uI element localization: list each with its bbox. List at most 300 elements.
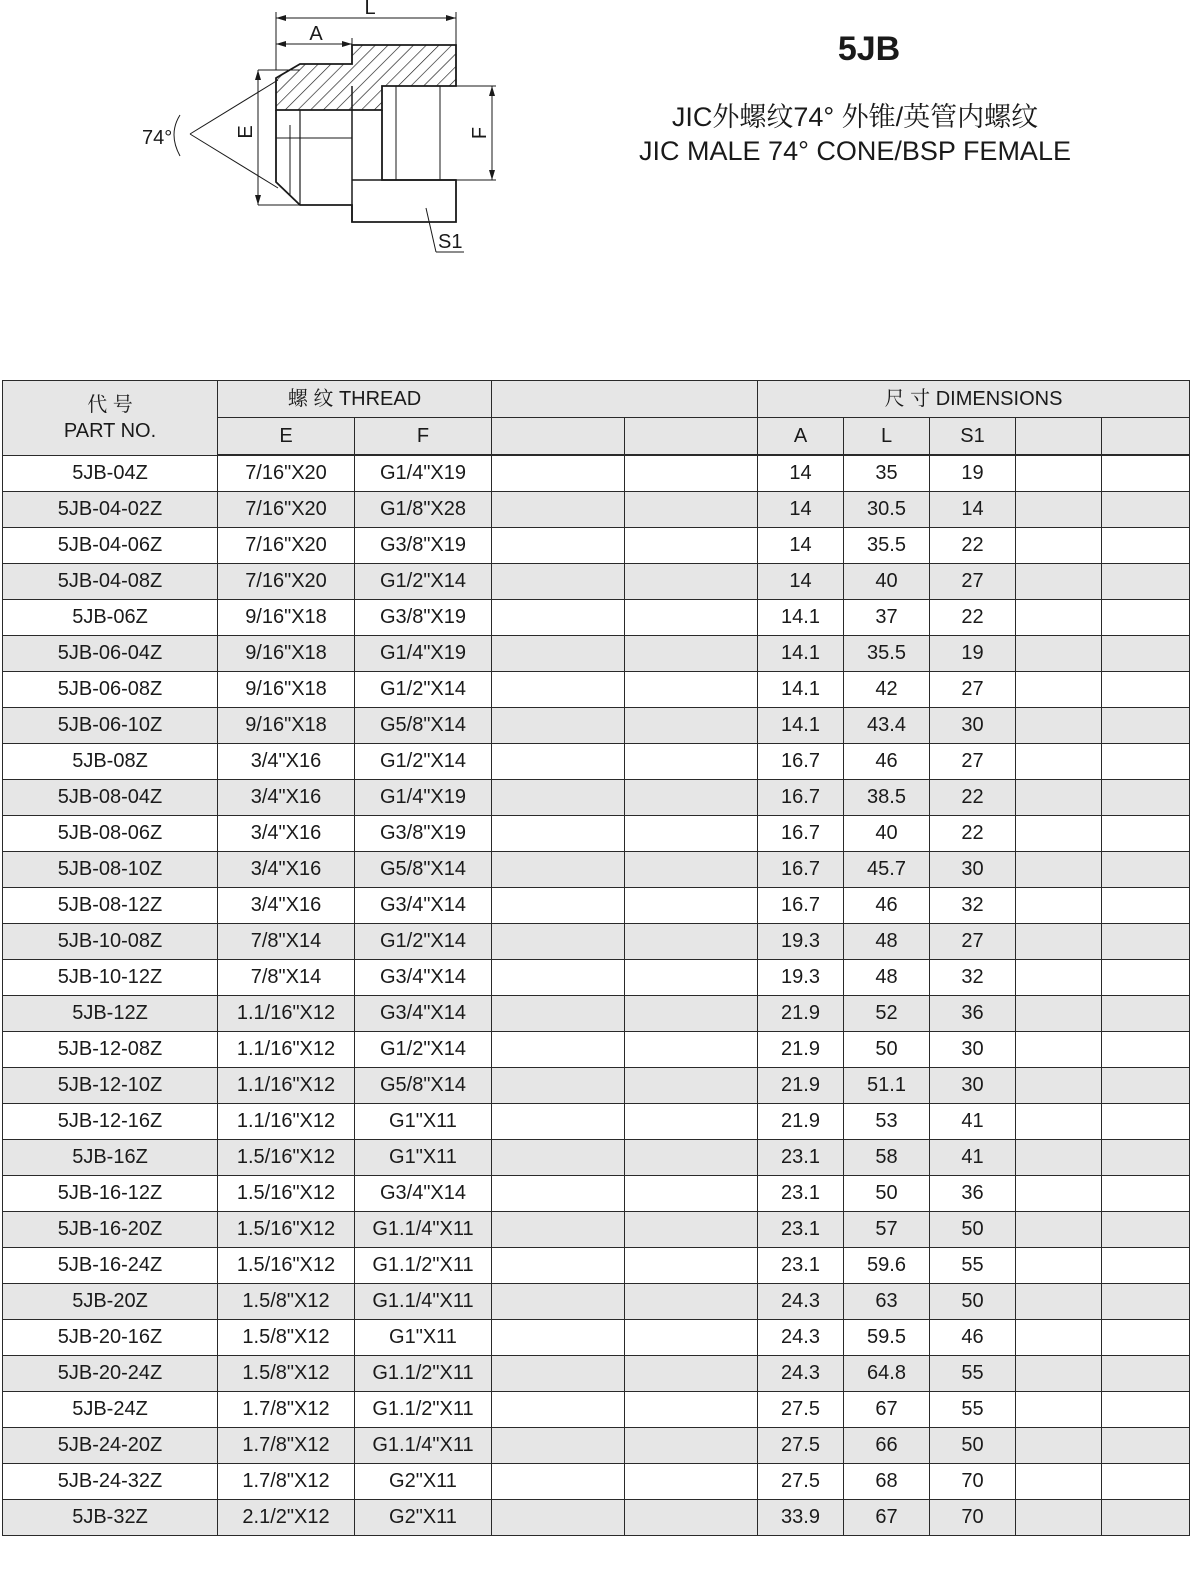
blank-cell [1102,1176,1190,1212]
dim-l-cell: 50 [844,1176,930,1212]
blank-cell [1102,888,1190,924]
table-row [3,1068,1190,1104]
part-no-cell: 5JB-04-02Z [3,492,218,528]
blank-cell [1102,1428,1190,1464]
table-header-row-1 [3,381,1190,418]
dim-s1-cell: 55 [930,1356,1016,1392]
dim-s1-cell: 30 [930,1032,1016,1068]
table-row [3,960,1190,996]
thread-f-cell: G1.1/4"X11 [355,1284,492,1320]
part-no-cell: 5JB-20Z [3,1284,218,1320]
thread-e-cell: 1.1/16"X12 [218,1104,355,1140]
dim-s1-cell: 36 [930,996,1016,1032]
blank-cell [1016,1248,1102,1284]
dim-s1-cell: 14 [930,492,1016,528]
blank-cell [492,1392,625,1428]
table-row [3,888,1190,924]
blank-cell [1102,1284,1190,1320]
dim-a-cell: 21.9 [758,1104,844,1140]
blank-cell [625,672,758,708]
dim-s1-cell: 55 [930,1248,1016,1284]
thread-e-cell: 1.7/8"X12 [218,1392,355,1428]
blank-cell [1016,600,1102,636]
dim-l-cell: 37 [844,600,930,636]
thread-f-cell: G3/8"X19 [355,528,492,564]
part-no-cell: 5JB-06-04Z [3,636,218,672]
dim-s1-cell: 30 [930,852,1016,888]
thread-f-cell: G1/8"X28 [355,492,492,528]
dim-l-cell: 48 [844,924,930,960]
part-no-cell: 5JB-16-20Z [3,1212,218,1248]
thread-e-cell: 1.5/8"X12 [218,1284,355,1320]
dim-s1-cell: 32 [930,888,1016,924]
table-row [3,1464,1190,1500]
thread-e-cell: 1.5/8"X12 [218,1356,355,1392]
blank-cell [492,708,625,744]
dim-l-cell: 38.5 [844,780,930,816]
blank-cell [625,708,758,744]
dim-s1-cell: 22 [930,780,1016,816]
part-no-header-en: PART NO. [63,419,157,442]
table-row [3,1320,1190,1356]
blank-cell [1016,492,1102,528]
thread-e-cell: 3/4"X16 [218,852,355,888]
thread-f-cell: G1/4"X19 [355,455,492,492]
blank-cell [492,924,625,960]
dim-l-cell: 50 [844,1032,930,1068]
part-no-cell: 5JB-06-08Z [3,672,218,708]
blank-cell [1016,528,1102,564]
blank-cell [1016,564,1102,600]
dim-l-cell: 68 [844,1464,930,1500]
thread-f-cell: G1"X11 [355,1140,492,1176]
table-row [3,1356,1190,1392]
dim-l-cell: 66 [844,1428,930,1464]
part-no-cell: 5JB-04Z [3,455,218,492]
table-row [3,492,1190,528]
thread-f-cell: G5/8"X14 [355,852,492,888]
blank-cell [625,1176,758,1212]
thread-f-cell: G3/8"X19 [355,816,492,852]
blank-cell [1102,636,1190,672]
dim-label-F: F [469,126,491,140]
thread-e-cell: 9/16"X18 [218,708,355,744]
dim-l-cell: 59.6 [844,1248,930,1284]
part-no-cell: 5JB-08-06Z [3,816,218,852]
blank-cell [492,564,625,600]
thread-e-cell: 1.5/16"X12 [218,1212,355,1248]
thread-e-cell: 1.5/16"X12 [218,1248,355,1284]
dim-a-cell: 24.3 [758,1356,844,1392]
blank-cell [492,996,625,1032]
blank-cell [1016,1356,1102,1392]
dim-a-cell: 24.3 [758,1284,844,1320]
thread-f-cell: G1"X11 [355,1320,492,1356]
blank-cell [1102,816,1190,852]
dim-label-L: L [364,0,376,19]
blank-cell [1016,1032,1102,1068]
thread-f-cell: G2"X11 [355,1464,492,1500]
dim-s1-cell: 36 [930,1176,1016,1212]
dim-s1-cell: 70 [930,1500,1016,1536]
dim-l-cell: 43.4 [844,708,930,744]
dim-l-cell: 35 [844,455,930,492]
thread-e-cell: 1.5/8"X12 [218,1320,355,1356]
thread-f-cell: G3/4"X14 [355,960,492,996]
blank-cell [625,780,758,816]
dim-a-cell: 14 [758,528,844,564]
blank-cell [625,492,758,528]
dim-a-cell: 14 [758,455,844,492]
blank-cell [625,744,758,780]
table-row [3,1176,1190,1212]
body-outline-lower [276,110,456,222]
thread-f-cell: G1.1/2"X11 [355,1356,492,1392]
dim-l-cell: 58 [844,1140,930,1176]
table-body [3,455,1190,1536]
blank-cell [1102,455,1190,492]
dim-s1-cell: 50 [930,1284,1016,1320]
thread-f-cell: G1"X11 [355,1104,492,1140]
col-header-blank-3 [1016,418,1102,456]
blank-cell [1102,1104,1190,1140]
table-row [3,528,1190,564]
col-header-s1: S1 [930,418,1016,456]
blank-cell [492,780,625,816]
blank-cell [1016,708,1102,744]
table-row [3,1140,1190,1176]
blank-cell [1102,744,1190,780]
blank-cell [492,1464,625,1500]
section-hatch [276,45,456,110]
model-code: 5JB [837,30,901,68]
dim-a-cell: 23.1 [758,1212,844,1248]
part-no-cell: 5JB-04-08Z [3,564,218,600]
dim-a-cell: 14 [758,564,844,600]
blank-cell [1016,455,1102,492]
dim-a-cell: 19.3 [758,960,844,996]
blank-cell [492,816,625,852]
dim-s1-cell: 46 [930,1320,1016,1356]
table-row [3,708,1190,744]
thread-e-cell: 3/4"X16 [218,816,355,852]
col-header-l: L [844,418,930,456]
blank-cell [1102,672,1190,708]
blank-cell [1102,1140,1190,1176]
dim-a-cell: 23.1 [758,1176,844,1212]
thread-f-cell: G1/4"X19 [355,780,492,816]
thread-f-cell: G5/8"X14 [355,1068,492,1104]
blank-cell [492,455,625,492]
table-row [3,1212,1190,1248]
thread-f-cell: G1/2"X14 [355,672,492,708]
part-no-cell: 5JB-10-12Z [3,960,218,996]
dim-a-cell: 23.1 [758,1140,844,1176]
blank-cell [625,1464,758,1500]
dim-s1-cell: 27 [930,564,1016,600]
part-no-cell: 5JB-20-16Z [3,1320,218,1356]
blank-cell [1102,1032,1190,1068]
blank-cell [1016,1212,1102,1248]
thread-f-cell: G1/2"X14 [355,924,492,960]
blank-cell [1102,1248,1190,1284]
blank-cell [1016,636,1102,672]
col-header-a: A [758,418,844,456]
blank-cell [1102,1356,1190,1392]
thread-f-cell: G1/4"X19 [355,636,492,672]
thread-e-cell: 7/16"X20 [218,455,355,492]
blank-cell [1102,852,1190,888]
blank-cell [1102,1500,1190,1536]
thread-f-cell: G3/4"X14 [355,1176,492,1212]
dim-l-cell: 35.5 [844,636,930,672]
thread-f-cell: G3/4"X14 [355,996,492,1032]
dim-a-cell: 14.1 [758,600,844,636]
part-no-cell: 5JB-16-24Z [3,1248,218,1284]
blank-cell [625,888,758,924]
blank-cell [625,852,758,888]
part-no-cell: 5JB-08-12Z [3,888,218,924]
col-header-blank-4 [1102,418,1190,456]
blank-cell [1016,1464,1102,1500]
dim-l-cell: 40 [844,564,930,600]
thread-f-cell: G1/2"X14 [355,744,492,780]
dim-a-cell: 16.7 [758,744,844,780]
blank-cell [492,1284,625,1320]
table-row [3,744,1190,780]
thread-f-cell: G3/8"X19 [355,600,492,636]
dim-l-cell: 59.5 [844,1320,930,1356]
dim-l-cell: 42 [844,672,930,708]
blank-cell [625,1284,758,1320]
dim-a-cell: 21.9 [758,996,844,1032]
part-no-cell: 5JB-20-24Z [3,1356,218,1392]
blank-cell [1102,708,1190,744]
thread-e-cell: 1.5/16"X12 [218,1176,355,1212]
table-row [3,1248,1190,1284]
part-no-cell: 5JB-12-10Z [3,1068,218,1104]
table-row [3,636,1190,672]
dim-a-cell: 19.3 [758,924,844,960]
blank-cell [1016,924,1102,960]
dim-label-E: E [235,125,257,139]
blank-cell [625,1068,758,1104]
blank-cell [492,888,625,924]
dim-l-cell: 64.8 [844,1356,930,1392]
dim-label-A: A [309,23,323,45]
part-no-cell: 5JB-12Z [3,996,218,1032]
part-no-cell: 5JB-24-32Z [3,1464,218,1500]
thread-f-cell: G2"X11 [355,1500,492,1536]
blank-cell [625,996,758,1032]
dim-l-cell: 53 [844,1104,930,1140]
blank-cell [625,636,758,672]
dim-s1-cell: 50 [930,1428,1016,1464]
dim-l-cell: 67 [844,1500,930,1536]
dim-s1-cell: 41 [930,1140,1016,1176]
dim-l-cell: 51.1 [844,1068,930,1104]
part-no-header-cn: 代 号 [87,393,133,416]
thread-f-cell: G1/2"X14 [355,1032,492,1068]
thread-e-cell: 1.1/16"X12 [218,996,355,1032]
dim-a-cell: 23.1 [758,1248,844,1284]
blank-header [492,381,758,418]
blank-cell [1102,996,1190,1032]
blank-cell [492,1212,625,1248]
blank-cell [492,636,625,672]
thread-e-cell: 2.1/2"X12 [218,1500,355,1536]
title-block [560,30,1160,167]
dim-a-cell: 21.9 [758,1032,844,1068]
blank-cell [625,1140,758,1176]
blank-cell [1102,1392,1190,1428]
part-no-cell: 5JB-08-04Z [3,780,218,816]
blank-cell [492,1176,625,1212]
dim-s1-cell: 22 [930,528,1016,564]
dim-l-cell: 46 [844,744,930,780]
thread-e-cell: 3/4"X16 [218,744,355,780]
thread-e-cell: 1.1/16"X12 [218,1032,355,1068]
thread-f-cell: G1/2"X14 [355,564,492,600]
dim-a-cell: 16.7 [758,816,844,852]
blank-cell [1016,744,1102,780]
dim-s1-cell: 27 [930,744,1016,780]
part-no-cell: 5JB-06Z [3,600,218,636]
blank-cell [625,600,758,636]
col-header-blank-1 [492,418,625,456]
dim-s1-cell: 27 [930,672,1016,708]
dim-a-cell: 16.7 [758,780,844,816]
dim-s1-cell: 70 [930,1464,1016,1500]
blank-cell [1016,1068,1102,1104]
blank-cell [492,1068,625,1104]
thread-e-cell: 7/16"X20 [218,492,355,528]
table-row [3,1284,1190,1320]
blank-cell [625,1356,758,1392]
table-row [3,455,1190,492]
dim-l-cell: 40 [844,816,930,852]
table-row [3,1500,1190,1536]
blank-cell [1102,564,1190,600]
blank-cell [625,924,758,960]
blank-cell [625,1032,758,1068]
part-no-cell: 5JB-32Z [3,1500,218,1536]
cone-angle-label: 74° [142,127,173,149]
dim-a-cell: 27.5 [758,1464,844,1500]
part-no-cell: 5JB-04-06Z [3,528,218,564]
dim-s1-cell: 30 [930,708,1016,744]
blank-cell [492,528,625,564]
blank-cell [1016,1104,1102,1140]
dim-l-cell: 67 [844,1392,930,1428]
blank-cell [1016,1320,1102,1356]
dim-a-cell: 27.5 [758,1428,844,1464]
thread-f-cell: G1.1/2"X11 [355,1248,492,1284]
blank-cell [625,816,758,852]
thread-e-cell: 7/8"X14 [218,960,355,996]
blank-cell [1102,960,1190,996]
blank-cell [492,1500,625,1536]
thread-e-cell: 7/8"X14 [218,924,355,960]
subtitle-english: JIC MALE 74° CONE/BSP FEMALE [639,136,1071,166]
blank-cell [1102,1464,1190,1500]
dim-label-S1: S1 [438,231,463,253]
table-row [3,780,1190,816]
thread-f-cell: G1.1/4"X11 [355,1212,492,1248]
part-no-cell: 5JB-16-12Z [3,1176,218,1212]
part-no-header [3,381,218,456]
blank-cell [1016,780,1102,816]
table-row [3,996,1190,1032]
blank-cell [1016,960,1102,996]
dim-a-cell: 16.7 [758,888,844,924]
dim-l-cell: 45.7 [844,852,930,888]
blank-cell [1016,852,1102,888]
dim-s1-cell: 27 [930,924,1016,960]
thread-e-cell: 7/16"X20 [218,528,355,564]
blank-cell [1016,1176,1102,1212]
blank-cell [625,1428,758,1464]
part-no-cell: 5JB-08-10Z [3,852,218,888]
dim-a-cell: 27.5 [758,1392,844,1428]
table-row [3,600,1190,636]
blank-cell [625,1104,758,1140]
dim-l-cell: 63 [844,1284,930,1320]
blank-cell [1102,528,1190,564]
dimensions-header: 尺 寸 DIMENSIONS [758,381,1190,418]
blank-cell [625,1500,758,1536]
thread-e-cell: 1.5/16"X12 [218,1140,355,1176]
table-row [3,816,1190,852]
blank-cell [1016,888,1102,924]
thread-e-cell: 7/16"X20 [218,564,355,600]
blank-cell [492,600,625,636]
table-row [3,924,1190,960]
dim-a-cell: 14 [758,492,844,528]
dim-l-cell: 48 [844,960,930,996]
thread-e-cell: 9/16"X18 [218,672,355,708]
dimensions-table [2,380,1190,1536]
dim-a-cell: 14.1 [758,636,844,672]
dim-s1-cell: 55 [930,1392,1016,1428]
col-header-e: E [218,418,355,456]
blank-cell [1102,600,1190,636]
table-row [3,1392,1190,1428]
dim-a-cell: 33.9 [758,1500,844,1536]
table-row [3,672,1190,708]
dim-s1-cell: 30 [930,1068,1016,1104]
blank-cell [1016,1392,1102,1428]
blank-cell [1016,996,1102,1032]
blank-cell [1102,492,1190,528]
thread-f-cell: G1.1/2"X11 [355,1392,492,1428]
subtitle-chinese: JIC外螺纹74° 外锥/英管内螺纹 [671,102,1039,132]
part-no-cell: 5JB-10-08Z [3,924,218,960]
blank-cell [1016,816,1102,852]
table-row [3,564,1190,600]
part-no-cell: 5JB-24Z [3,1392,218,1428]
dim-s1-cell: 32 [930,960,1016,996]
blank-cell [492,960,625,996]
thread-f-cell: G3/4"X14 [355,888,492,924]
thread-f-cell: G1.1/4"X11 [355,1428,492,1464]
blank-cell [492,672,625,708]
blank-cell [1016,672,1102,708]
thread-e-cell: 1.7/8"X12 [218,1464,355,1500]
blank-cell [492,1032,625,1068]
thread-e-cell: 9/16"X18 [218,636,355,672]
blank-cell [492,1356,625,1392]
